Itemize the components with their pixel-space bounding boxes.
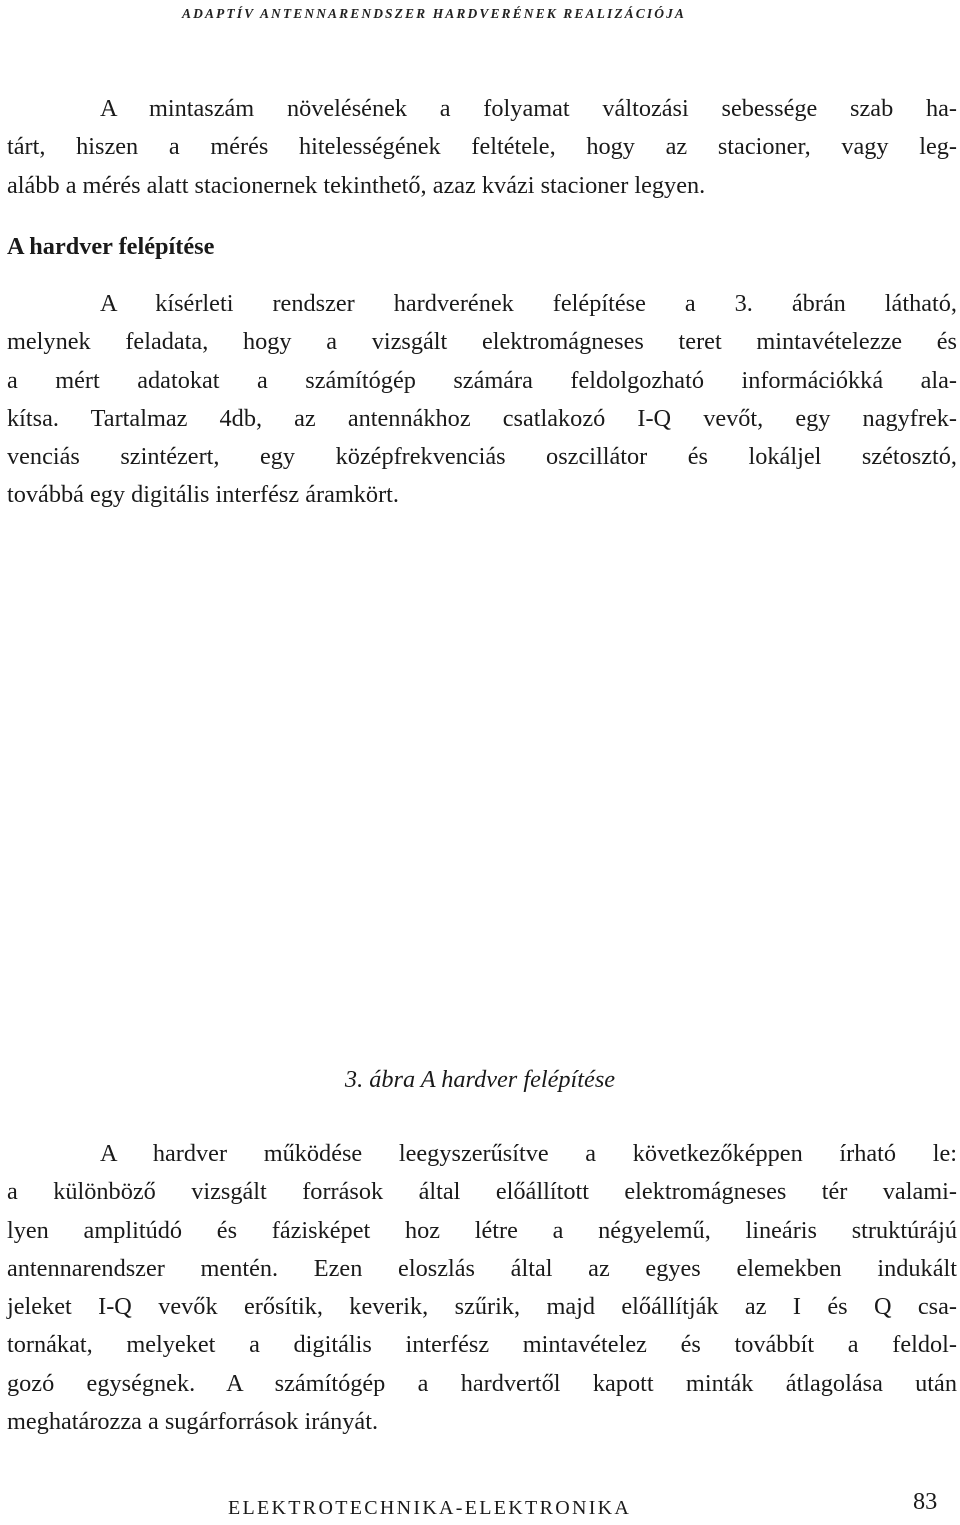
page-number: 83 xyxy=(913,1488,938,1515)
hardware-line-2: melynek feladata, hogy a vizsgált elektromágneses teret mintavételezze és xyxy=(7,328,957,356)
section-heading: A hardver felépítése xyxy=(7,233,215,260)
operation-line-5: jeleket I-Q vevők erősítik, keverik, szűrik, majd előállítják az I és Q csa- xyxy=(7,1293,957,1321)
operation-line-8: meghatározza a sugárforrások irányát. xyxy=(7,1408,379,1436)
operation-paragraph xyxy=(7,1135,957,1441)
intro-paragraph xyxy=(7,90,957,205)
hardware-line-5: venciás szintézert, egy középfrekvenciás oszcillátor és lokáljel szétosztó, xyxy=(7,443,957,471)
intro-line-1: A mintaszám növelésének a folyamat változási sebessége szab ha- xyxy=(100,95,957,122)
operation-line-7: gozó egységnek. A számítógép a hardvertől kapott minták átlagolása után xyxy=(7,1369,957,1397)
figure-caption: 3. ábra A hardver felépítése xyxy=(344,1066,616,1093)
journal-footer: ELEKTROTECHNIKA-ELEKTRONIKA xyxy=(228,1497,632,1519)
hardware-line-4: kítsa. Tartalmaz 4db, az antennákhoz csatlakozó I-Q vevőt, egy nagyfrek- xyxy=(7,404,957,432)
hardware-line-1: A kísérleti rendszer hardverének felépítése a 3. ábrán látható, xyxy=(100,290,957,317)
hardware-line-6: továbbá egy digitális interfész áramkört. xyxy=(7,481,399,509)
operation-line-1: A hardver működése leegyszerűsítve a következőképpen írható le: xyxy=(100,1140,957,1167)
operation-line-2: a különböző vizsgált források által előállított elektromágneses tér valami- xyxy=(7,1178,957,1206)
operation-line-6: tornákat, melyeket a digitális interfész mintavételez és továbbít a feldol- xyxy=(7,1331,957,1359)
hardware-line-3: a mért adatokat a számítógép számára feldolgozható információkká ala- xyxy=(7,366,957,394)
hardware-paragraph xyxy=(7,285,957,515)
figure-placeholder xyxy=(0,520,960,1060)
operation-line-4: antennarendszer mentén. Ezen eloszlás által az egyes elemekben indukált xyxy=(7,1254,957,1282)
intro-line-2: tárt, hiszen a mérés hitelességének feltétele, hogy az stacioner, vagy leg- xyxy=(7,133,957,161)
intro-line-3: alább a mérés alatt stacionernek tekinthető, azaz kvázi stacioner legyen. xyxy=(7,171,706,199)
operation-line-3: lyen amplitúdó és fázisképet hoz létre a négyelemű, lineáris struktúrájú xyxy=(7,1216,957,1244)
running-header: ADAPTÍV ANTENNARENDSZER HARDVERÉNEK REALIZÁCIÓJA xyxy=(182,6,687,21)
